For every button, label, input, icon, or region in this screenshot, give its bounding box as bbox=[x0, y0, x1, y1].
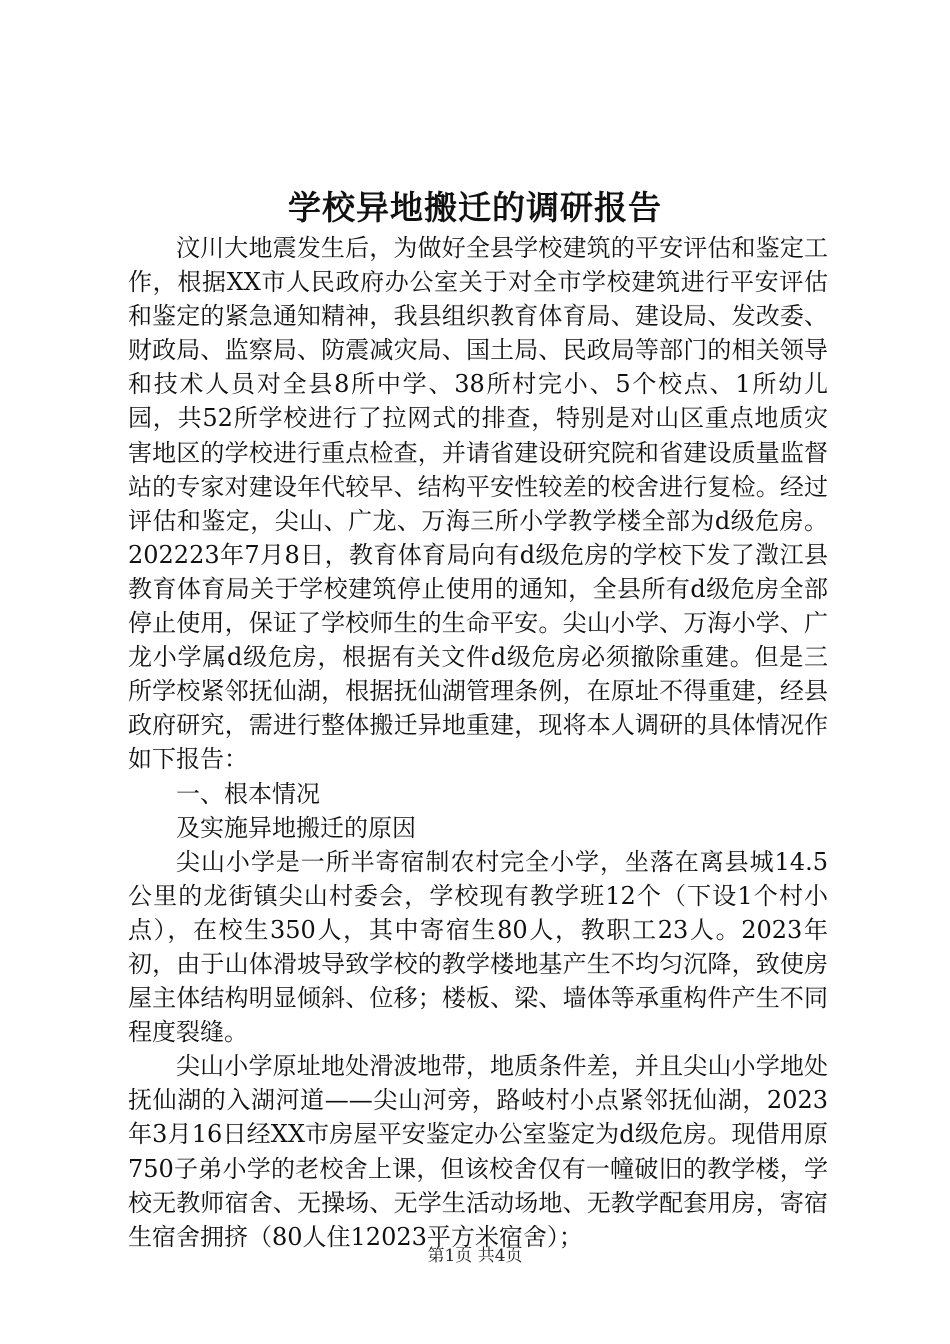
paragraph-intro: 汶川大地震发生后，为做好全县学校建筑的平安评估和鉴定工作，根据XX市人民政府办公室关于对全市学校建筑进行平安评估和鉴定的紧急通知精神，我县组织教育体育局、建设局、发改委、财政局、监察局、防震减灾局、国土局、民政局等部门的相关领导和技术人员对全县8所中学、38所村完小、5个校点、1所幼儿园，共52所学校进行了拉网式的排查，特别是对山区重点地质灾害地区的学校进行重点检查，并请省建设研究院和省建设质量监督站的专家对建设年代较早、结构平安性较差的校舍进行复检。经过评估和鉴定，尖山、广龙、万海三所小学教学楼全部为d级危房。202223年7月8日，教育体育局向有d级危房的学校下发了澂江县教育体育局关于学校建筑停止使用的通知，全县所有d级危房全部停止使用，保证了学校师生的生命平安。尖山小学、万海小学、广龙小学属d级危房，根据有关文件d级危房必须撤除重建。但是三所学校紧邻抚仙湖，根据抚仙湖管理条例，在原址不得重建，经县政府研究，需进行整体搬迁异地重建，现将本人调研的具体情况作如下报告： bbox=[128, 234, 828, 774]
document-body bbox=[128, 231, 828, 1254]
subsection-heading: 及实施异地搬迁的原因 bbox=[176, 813, 416, 842]
paragraph-jianshan-site: 尖山小学原址地处滑波地带，地质条件差，并且尖山小学地处抚仙湖的入湖河道——尖山河旁，路岐村小点紧邻抚仙湖，2023年3月16日经XX市房屋平安鉴定办公室鉴定为d级危房。现借用原750子弟小学的老校舍上课，但该校舍仅有一幢破旧的教学楼，学校无教师宿舍、无操场、无学生活动场地、无教学配套用房，寄宿生宿舍拥挤（80人住12023平方米宿舍）； bbox=[128, 1052, 828, 1251]
paragraph-jianshan-overview: 尖山小学是一所半寄宿制农村完全小学，坐落在离县城14.5公里的龙街镇尖山村委会，学校现有教学班12个（下设1个村小点），在校生350人，其中寄宿生80人，教职工23人。2023年初，由于山体滑坡导致学校的教学楼地基产生不均匀沉降，致使房屋主体结构明显倾斜、位移；楼板、梁、墙体等承重构件产生不同程度裂缝。 bbox=[128, 847, 828, 1047]
page-footer: 第1页 共4页 bbox=[427, 1246, 523, 1266]
section-heading: 一、根本情况 bbox=[176, 779, 320, 808]
document-title: 学校异地搬迁的调研报告 bbox=[288, 188, 662, 227]
